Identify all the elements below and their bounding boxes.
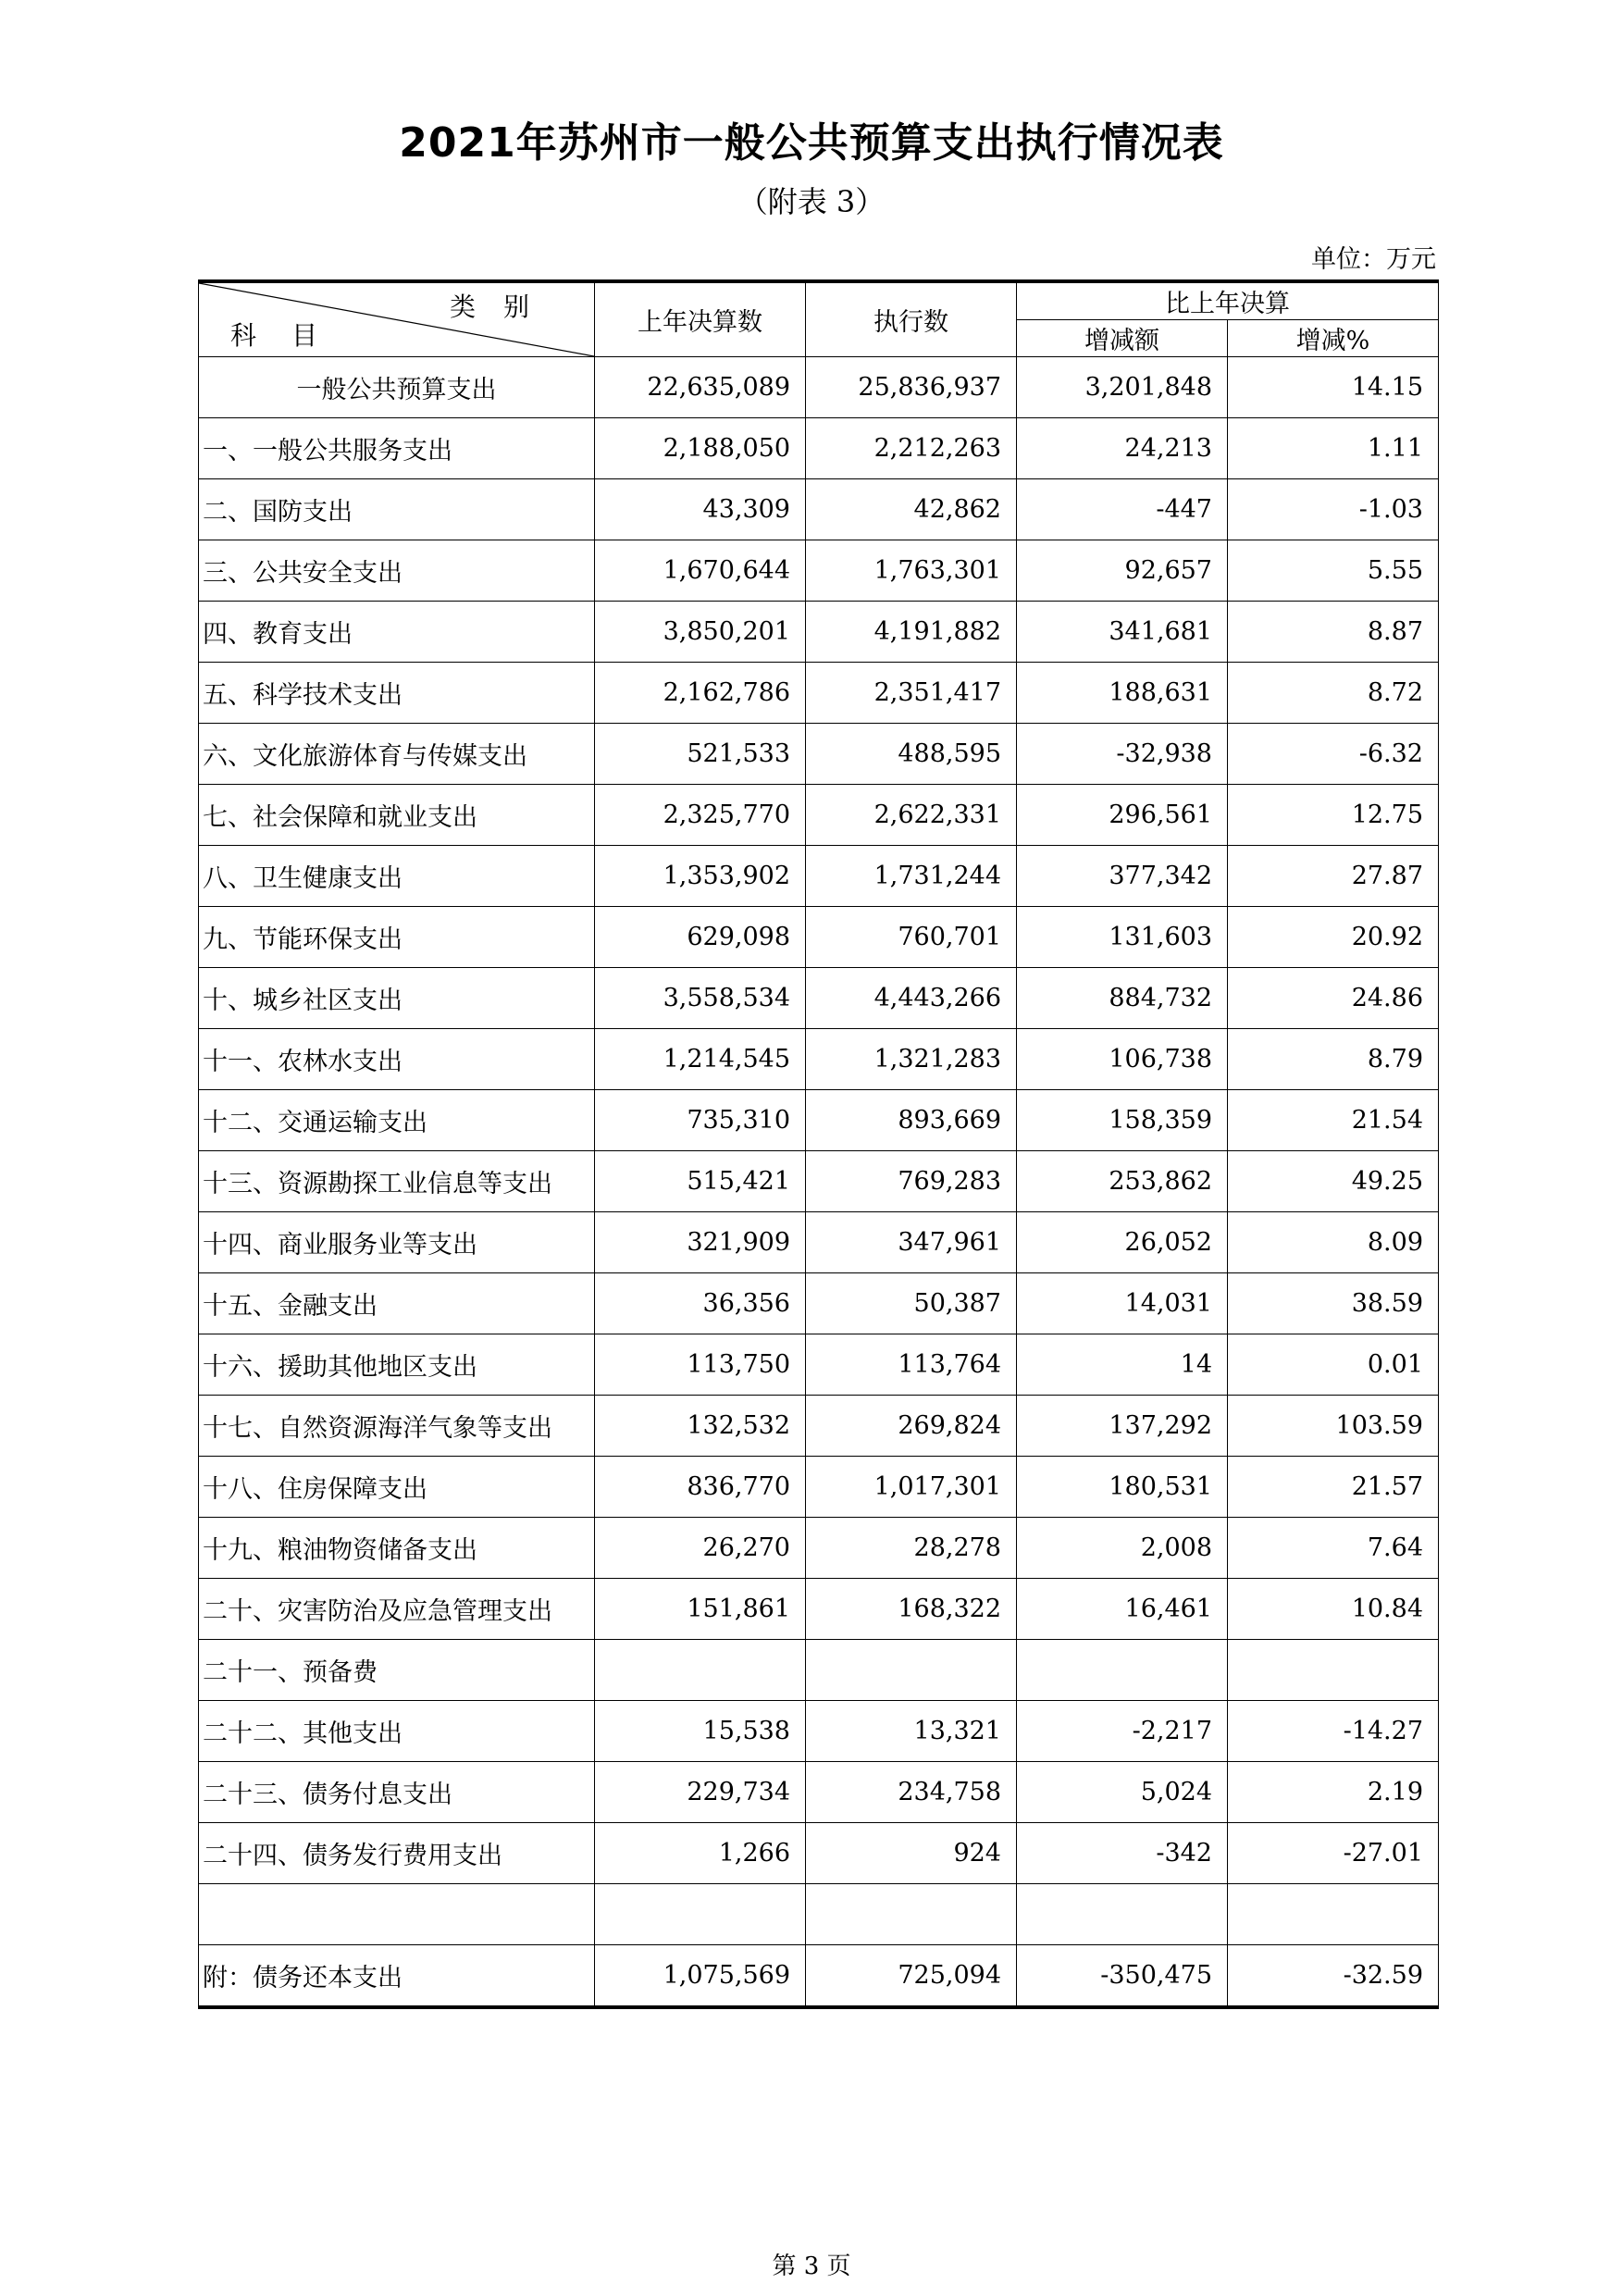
row-prev-year-value: 735,310	[595, 1090, 806, 1151]
row-prev-year-value: 15,538	[595, 1701, 806, 1762]
row-change-amount: -350,475	[1017, 1945, 1228, 2008]
row-prev-year-value: 229,734	[595, 1762, 806, 1823]
table-row	[199, 602, 1439, 663]
row-change-amount: 5,024	[1017, 1762, 1228, 1823]
row-change-amount: 341,681	[1017, 602, 1228, 663]
row-executed-value: 269,824	[806, 1396, 1017, 1457]
row-change-pct: 8.87	[1228, 602, 1439, 663]
row-executed-value: 760,701	[806, 907, 1017, 968]
row-executed-value: 1,763,301	[806, 540, 1017, 602]
row-change-pct: 49.25	[1228, 1151, 1439, 1212]
table-row	[199, 1518, 1439, 1579]
row-prev-year-value: 515,421	[595, 1151, 806, 1212]
table-row	[199, 663, 1439, 724]
row-change-pct: -27.01	[1228, 1823, 1439, 1884]
row-name: 十一、农林水支出	[199, 1029, 595, 1090]
row-executed-value: 769,283	[806, 1151, 1017, 1212]
row-name: 附：债务还本支出	[199, 1945, 595, 2008]
row-change-amount: -342	[1017, 1823, 1228, 1884]
row-change-pct: 20.92	[1228, 907, 1439, 968]
table-row	[199, 724, 1439, 785]
row-name: 八、卫生健康支出	[199, 846, 595, 907]
row-change-amount: 253,862	[1017, 1151, 1228, 1212]
row-change-amount: 137,292	[1017, 1396, 1228, 1457]
row-change-pct: 21.57	[1228, 1457, 1439, 1518]
row-prev-year-value	[595, 1884, 806, 1945]
col-header-change-amount: 增减额	[1017, 320, 1228, 357]
row-change-pct: -1.03	[1228, 479, 1439, 540]
table-row	[199, 1884, 1439, 1945]
diag-subject-label: 科目	[230, 320, 353, 351]
row-change-pct: 21.54	[1228, 1090, 1439, 1151]
row-executed-value: 1,321,283	[806, 1029, 1017, 1090]
row-executed-value: 4,191,882	[806, 602, 1017, 663]
row-prev-year-value: 1,214,545	[595, 1029, 806, 1090]
row-executed-value: 924	[806, 1823, 1017, 1884]
unit-label: 单位：万元	[1311, 245, 1436, 274]
row-prev-year-value: 151,861	[595, 1579, 806, 1640]
page-subtitle: （附表 3）	[737, 184, 886, 219]
row-change-pct: 8.09	[1228, 1212, 1439, 1273]
row-change-amount: 92,657	[1017, 540, 1228, 602]
table-row	[199, 907, 1439, 968]
row-change-amount	[1017, 1884, 1228, 1945]
row-change-amount: 14,031	[1017, 1273, 1228, 1334]
row-name: 二、国防支出	[199, 479, 595, 540]
row-executed-value: 25,836,937	[806, 357, 1017, 418]
row-prev-year-value: 3,850,201	[595, 602, 806, 663]
row-executed-value: 1,731,244	[806, 846, 1017, 907]
row-change-pct: 5.55	[1228, 540, 1439, 602]
row-name: 二十四、债务发行费用支出	[199, 1823, 595, 1884]
row-change-pct: 0.01	[1228, 1334, 1439, 1396]
table-row	[199, 540, 1439, 602]
row-name: 十九、粮油物资储备支出	[199, 1518, 595, 1579]
row-name: 七、社会保障和就业支出	[199, 785, 595, 846]
table-row	[199, 1396, 1439, 1457]
table-row	[199, 479, 1439, 540]
table-row	[199, 785, 1439, 846]
row-change-amount: 188,631	[1017, 663, 1228, 724]
table-row	[199, 1212, 1439, 1273]
page-title: 2021年苏州市一般公共预算支出执行情况表	[399, 119, 1224, 167]
row-change-amount: 158,359	[1017, 1090, 1228, 1151]
row-name: 六、文化旅游体育与传媒支出	[199, 724, 595, 785]
row-name: 九、节能环保支出	[199, 907, 595, 968]
row-change-pct: -6.32	[1228, 724, 1439, 785]
row-change-amount: 14	[1017, 1334, 1228, 1396]
row-executed-value: 725,094	[806, 1945, 1017, 2008]
row-change-amount: 26,052	[1017, 1212, 1228, 1273]
table-row	[199, 1945, 1439, 2008]
row-executed-value: 28,278	[806, 1518, 1017, 1579]
row-change-amount: 106,738	[1017, 1029, 1228, 1090]
row-prev-year-value: 1,266	[595, 1823, 806, 1884]
row-prev-year-value: 2,162,786	[595, 663, 806, 724]
row-executed-value: 2,351,417	[806, 663, 1017, 724]
row-change-pct	[1228, 1640, 1439, 1701]
row-change-amount: 24,213	[1017, 418, 1228, 479]
row-name: 十七、自然资源海洋气象等支出	[199, 1396, 595, 1457]
row-name	[199, 1884, 595, 1945]
row-change-amount: 180,531	[1017, 1457, 1228, 1518]
row-name: 十五、金融支出	[199, 1273, 595, 1334]
row-prev-year-value: 2,325,770	[595, 785, 806, 846]
table-row	[199, 1151, 1439, 1212]
row-prev-year-value: 321,909	[595, 1212, 806, 1273]
col-header-compare: 比上年决算	[1017, 281, 1439, 320]
row-name: 一般公共预算支出	[199, 357, 595, 418]
table-row	[199, 1457, 1439, 1518]
table-row	[199, 1762, 1439, 1823]
row-name: 十三、资源勘探工业信息等支出	[199, 1151, 595, 1212]
table-row	[199, 1090, 1439, 1151]
row-name: 一、一般公共服务支出	[199, 418, 595, 479]
row-prev-year-value: 521,533	[595, 724, 806, 785]
row-prev-year-value: 26,270	[595, 1518, 806, 1579]
table-row	[199, 846, 1439, 907]
row-change-pct	[1228, 1884, 1439, 1945]
row-change-pct: -32.59	[1228, 1945, 1439, 2008]
row-change-pct: 12.75	[1228, 785, 1439, 846]
row-executed-value: 50,387	[806, 1273, 1017, 1334]
table-row	[199, 1334, 1439, 1396]
row-change-pct: 1.11	[1228, 418, 1439, 479]
row-name: 二十一、预备费	[199, 1640, 595, 1701]
page-number: 第 3 页	[772, 2253, 851, 2280]
diagonal-header-cell	[199, 281, 595, 357]
table-row	[199, 1579, 1439, 1640]
row-name: 十四、商业服务业等支出	[199, 1212, 595, 1273]
row-change-amount: 377,342	[1017, 846, 1228, 907]
row-change-amount: 16,461	[1017, 1579, 1228, 1640]
row-change-amount: 2,008	[1017, 1518, 1228, 1579]
row-executed-value: 488,595	[806, 724, 1017, 785]
table-row	[199, 357, 1439, 418]
row-name: 十六、援助其他地区支出	[199, 1334, 595, 1396]
row-executed-value: 42,862	[806, 479, 1017, 540]
row-executed-value: 168,322	[806, 1579, 1017, 1640]
row-change-pct: 10.84	[1228, 1579, 1439, 1640]
row-prev-year-value: 1,670,644	[595, 540, 806, 602]
table-row	[199, 418, 1439, 479]
row-executed-value: 1,017,301	[806, 1457, 1017, 1518]
row-change-amount	[1017, 1640, 1228, 1701]
row-change-amount: 884,732	[1017, 968, 1228, 1029]
row-change-pct: 14.15	[1228, 357, 1439, 418]
row-prev-year-value: 1,075,569	[595, 1945, 806, 2008]
row-change-amount: -2,217	[1017, 1701, 1228, 1762]
row-executed-value: 234,758	[806, 1762, 1017, 1823]
table-row	[199, 1640, 1439, 1701]
row-prev-year-value: 629,098	[595, 907, 806, 968]
budget-table	[198, 279, 1439, 2009]
row-name: 十八、住房保障支出	[199, 1457, 595, 1518]
row-prev-year-value: 36,356	[595, 1273, 806, 1334]
row-executed-value: 4,443,266	[806, 968, 1017, 1029]
row-name: 五、科学技术支出	[199, 663, 595, 724]
row-prev-year-value: 22,635,089	[595, 357, 806, 418]
row-change-pct: 103.59	[1228, 1396, 1439, 1457]
col-header-prev-year: 上年决算数	[595, 281, 806, 357]
row-change-pct: 7.64	[1228, 1518, 1439, 1579]
row-executed-value: 347,961	[806, 1212, 1017, 1273]
row-executed-value	[806, 1640, 1017, 1701]
row-executed-value: 893,669	[806, 1090, 1017, 1151]
row-name: 三、公共安全支出	[199, 540, 595, 602]
col-header-executed: 执行数	[806, 281, 1017, 357]
row-change-pct: -14.27	[1228, 1701, 1439, 1762]
row-name: 二十二、其他支出	[199, 1701, 595, 1762]
row-change-amount: -32,938	[1017, 724, 1228, 785]
col-header-change-pct: 增减%	[1228, 320, 1439, 357]
table-row	[199, 1029, 1439, 1090]
table-row	[199, 968, 1439, 1029]
row-change-amount: -447	[1017, 479, 1228, 540]
row-executed-value: 2,212,263	[806, 418, 1017, 479]
row-change-amount: 3,201,848	[1017, 357, 1228, 418]
row-prev-year-value: 3,558,534	[595, 968, 806, 1029]
row-change-pct: 2.19	[1228, 1762, 1439, 1823]
row-change-pct: 24.86	[1228, 968, 1439, 1029]
row-change-pct: 27.87	[1228, 846, 1439, 907]
row-prev-year-value	[595, 1640, 806, 1701]
table-row	[199, 1273, 1439, 1334]
row-change-amount: 296,561	[1017, 785, 1228, 846]
row-executed-value: 2,622,331	[806, 785, 1017, 846]
row-prev-year-value: 113,750	[595, 1334, 806, 1396]
row-prev-year-value: 132,532	[595, 1396, 806, 1457]
row-name: 二十三、债务付息支出	[199, 1762, 595, 1823]
row-prev-year-value: 1,353,902	[595, 846, 806, 907]
table-row	[199, 1823, 1439, 1884]
row-prev-year-value: 836,770	[595, 1457, 806, 1518]
row-name: 十、城乡社区支出	[199, 968, 595, 1029]
row-name: 四、教育支出	[199, 602, 595, 663]
row-prev-year-value: 43,309	[595, 479, 806, 540]
row-change-pct: 8.72	[1228, 663, 1439, 724]
row-change-amount: 131,603	[1017, 907, 1228, 968]
diag-category-label: 类别	[449, 292, 557, 322]
row-name: 二十、灾害防治及应急管理支出	[199, 1579, 595, 1640]
row-prev-year-value: 2,188,050	[595, 418, 806, 479]
row-executed-value	[806, 1884, 1017, 1945]
table-row	[199, 1701, 1439, 1762]
row-change-pct: 38.59	[1228, 1273, 1439, 1334]
row-executed-value: 13,321	[806, 1701, 1017, 1762]
row-name: 十二、交通运输支出	[199, 1090, 595, 1151]
row-change-pct: 8.79	[1228, 1029, 1439, 1090]
row-executed-value: 113,764	[806, 1334, 1017, 1396]
